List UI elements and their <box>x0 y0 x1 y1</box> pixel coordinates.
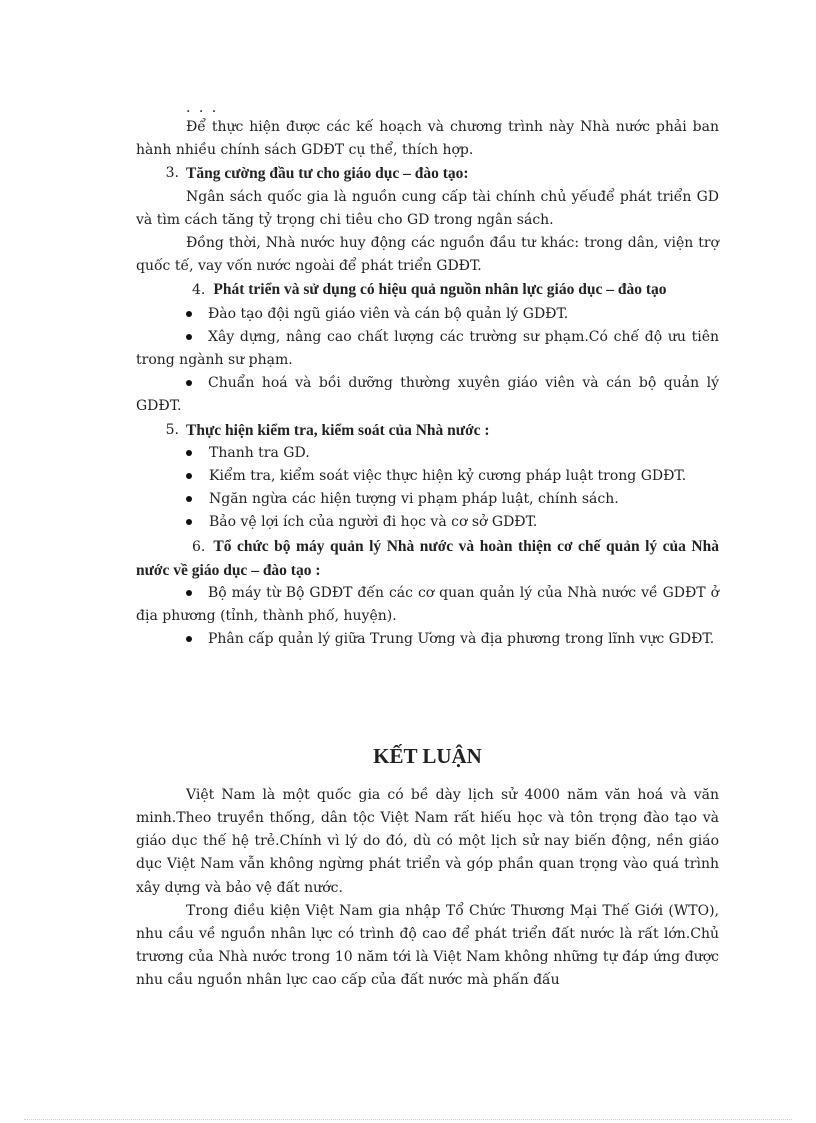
bullet-text: Bảo vệ lợi ích của người đi học và cơ sở GDĐT. <box>209 514 538 531</box>
bullet-icon <box>186 380 192 386</box>
bullet-item <box>136 442 719 465</box>
bullet-text: Kiểm tra, kiểm soát việc thực hiện kỷ cương pháp luật trong GDĐT. <box>209 468 687 485</box>
spacer <box>136 652 719 742</box>
section-6-title: Tổ chức bộ máy quản lý Nhà nước và hoàn thiện cơ chế quản lý của Nhà nước về giáo dục – đào tạo : <box>136 537 719 579</box>
bullet-icon <box>186 519 192 525</box>
bullet-text: Bộ máy từ Bộ GDĐT đến các cơ quan quản lý của Nhà nước về GDĐT ở địa phương (tỉnh, thành phố, huyện). <box>136 585 719 625</box>
ellipsis: . . . <box>186 100 219 116</box>
section-3-number: 3. <box>165 165 179 182</box>
conclusion-paragraph: Việt Nam là một quốc gia có bề dày lịch sử 4000 năm văn hoá và văn minh.Theo truyền thống, dân tộc Việt Nam rất hiếu học và tôn trọng đào tạo và giáo dục thế hệ trẻ.Chính vì lý do đó, dù có một lịch sử nay biến động, nền giáo dục Việt Nam vẫn không ngừng phát triển và góp phần quan trọng vào quá trình xây dựng và bảo vệ đất nước. <box>136 786 719 896</box>
section-5-number: 5. <box>165 421 179 438</box>
bullet-icon <box>186 334 192 340</box>
bullet-item <box>136 326 719 372</box>
bullet-item <box>136 628 719 651</box>
bullet-item <box>136 372 719 418</box>
section-5-title: Thực hiện kiểm tra, kiểm soát của Nhà nước : <box>186 421 490 439</box>
section-3-title: Tăng cường đầu tư cho giáo dục – đào tạo: <box>186 165 469 183</box>
bullet-item <box>136 582 719 628</box>
bullet-text: Đào tạo đội ngũ giáo viên và cán bộ quản lý GDĐT. <box>208 305 569 322</box>
section-4-heading <box>136 278 719 302</box>
page-bottom-border <box>24 1119 792 1120</box>
bullet-text: Chuẩn hoá và bồi dưỡng thường xuyên giáo viên và cán bộ quản lý GDĐT. <box>136 375 719 415</box>
section-3-paragraph: Đồng thời, Nhà nước huy động các nguồn đầu tư khác: trong dân, viện trợ quốc tế, vay vốn nước ngoài để phát triển GDĐT. <box>136 235 719 275</box>
bullet-text: Phân cấp quản lý giữa Trung Ương và địa phương trong lĩnh vực GDĐT. <box>208 631 715 648</box>
section-4-number: 4. <box>192 282 206 299</box>
bullet-text: Thanh tra GD. <box>209 444 310 461</box>
bullet-icon <box>186 636 192 642</box>
conclusion-paragraph: Trong điều kiện Việt Nam gia nhập Tổ Chức Thương Mại Thế Giới (WTO), nhu cầu về nguồn nhân lực có trình độ cao để phát triển đất nước là rất lớn.Chủ trương của Nhà nước trong 10 năm tới là Việt Nam không những tự đáp ứng được nhu cầu nguồn nhân lực cao cấp của đất nước mà phấn đấu <box>136 902 719 989</box>
bullet-text: Xây dựng, nâng cao chất lượng các trường sư phạm.Có chế độ ưu tiên trong ngành sư phạm. <box>136 328 719 369</box>
bullet-item <box>136 511 719 534</box>
bullet-icon <box>186 473 192 479</box>
bullet-item <box>136 488 719 511</box>
bullet-icon <box>186 496 192 502</box>
section-3-paragraph: Ngân sách quốc gia là nguồn cung cấp tài chính chủ yếuđể phát triển GD và tìm cách tăng tỷ trọng chi tiêu cho GD trong ngân sách. <box>136 188 719 228</box>
section-4-title: Phát triển và sử dụng có hiệu quả nguồn nhân lực giáo dục – đào tạo <box>213 281 667 299</box>
section-6-number: 6. <box>192 538 206 555</box>
bullet-item <box>136 465 719 488</box>
page-content <box>136 100 719 993</box>
intro-paragraph: Để thực hiện được các kế hoạch và chương trình này Nhà nước phải ban hành nhiều chính sách GDĐT cụ thể, thích hợp. <box>136 119 719 159</box>
section-5-heading <box>136 419 719 442</box>
section-6-heading <box>136 535 719 582</box>
bullet-item <box>136 303 719 326</box>
bullet-icon <box>186 590 192 596</box>
bullet-icon <box>186 450 192 456</box>
bullet-text: Ngăn ngừa các hiện tượng vi phạm pháp luật, chính sách. <box>209 491 619 508</box>
conclusion-title: KẾT LUẬN <box>373 743 482 768</box>
section-3-heading <box>136 162 719 185</box>
bullet-icon <box>186 311 192 317</box>
